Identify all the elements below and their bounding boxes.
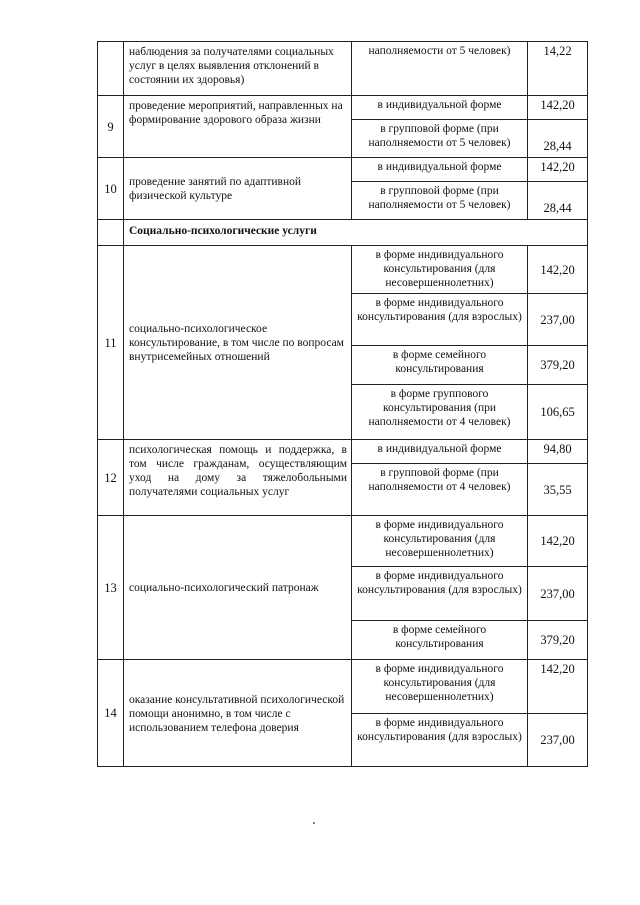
service-name: социально-психологическое консультирование, в том числе по вопросам внутрисемейных отношений (124, 246, 352, 440)
service-price: 142,20 (528, 158, 588, 182)
row-number: 11 (98, 246, 124, 440)
service-form: в индивидуальной форме (352, 158, 528, 182)
service-form: в форме семейного консультирования (352, 621, 528, 660)
table-row (98, 246, 588, 294)
service-price: 14,22 (528, 42, 588, 96)
service-form: в форме индивидуального консультирования (для несовершеннолетних) (352, 660, 528, 714)
table-row (98, 660, 588, 714)
service-form: в форме индивидуального консультирования (для несовершеннолетних) (352, 516, 528, 567)
row-number: 9 (98, 96, 124, 158)
service-name: наблюдения за получателями социальных услуг в целях выявления отклонений в состоянии их здоровья) (124, 42, 352, 96)
service-price: 379,20 (528, 621, 588, 660)
table-row (98, 440, 588, 464)
tariff-table (97, 41, 588, 767)
service-price: 28,44 (528, 120, 588, 158)
section-number (98, 220, 124, 246)
service-form: в форме группового консультирования (при наполняемости от 4 человек) (352, 385, 528, 440)
service-form: в индивидуальной форме (352, 440, 528, 464)
service-name: социально-психологический патронаж (124, 516, 352, 660)
scan-speck (313, 822, 315, 824)
service-price: 142,20 (528, 96, 588, 120)
service-price: 28,44 (528, 182, 588, 220)
service-form: в форме индивидуального консультирования (для взрослых) (352, 714, 528, 767)
row-number: 12 (98, 440, 124, 516)
service-price: 237,00 (528, 714, 588, 767)
service-form: в индивидуальной форме (352, 96, 528, 120)
section-row (98, 220, 588, 246)
service-name: оказание консультативной психологической помощи анонимно, в том числе с использованием телефона доверия (124, 660, 352, 767)
table-row (98, 96, 588, 120)
service-name: проведение занятий по адаптивной физической культуре (124, 158, 352, 220)
section-title: Социально-психологические услуги (124, 220, 588, 246)
service-form: в форме индивидуального консультирования (для несовершеннолетних) (352, 246, 528, 294)
service-form: в групповой форме (при наполняемости от 4 человек) (352, 464, 528, 516)
row-number: 10 (98, 158, 124, 220)
service-price: 142,20 (528, 660, 588, 714)
table-row (98, 158, 588, 182)
service-name: психологическая помощь и поддержка, в том числе гражданам, осуществляющим уход на дому за тяжелобольными получателями социальных услуг (124, 440, 352, 516)
row-number: 13 (98, 516, 124, 660)
service-price: 237,00 (528, 567, 588, 621)
service-price: 237,00 (528, 294, 588, 346)
service-form: в групповой форме (при наполняемости от 5 человек) (352, 120, 528, 158)
service-price: 142,20 (528, 246, 588, 294)
service-form: в форме индивидуального консультирования (для взрослых) (352, 567, 528, 621)
service-name: проведение мероприятий, направленных на формирование здорового образа жизни (124, 96, 352, 158)
service-form: в форме индивидуального консультирования (для взрослых) (352, 294, 528, 346)
service-price: 142,20 (528, 516, 588, 567)
table-row (98, 42, 588, 96)
service-form: в групповой форме (при наполняемости от 5 человек) (352, 182, 528, 220)
row-number (98, 42, 124, 96)
service-price: 106,65 (528, 385, 588, 440)
table-row (98, 516, 588, 567)
service-price: 35,55 (528, 464, 588, 516)
service-form: в форме семейного консультирования (352, 346, 528, 385)
service-price: 94,80 (528, 440, 588, 464)
row-number: 14 (98, 660, 124, 767)
service-price: 379,20 (528, 346, 588, 385)
service-form: наполняемости от 5 человек) (352, 42, 528, 96)
